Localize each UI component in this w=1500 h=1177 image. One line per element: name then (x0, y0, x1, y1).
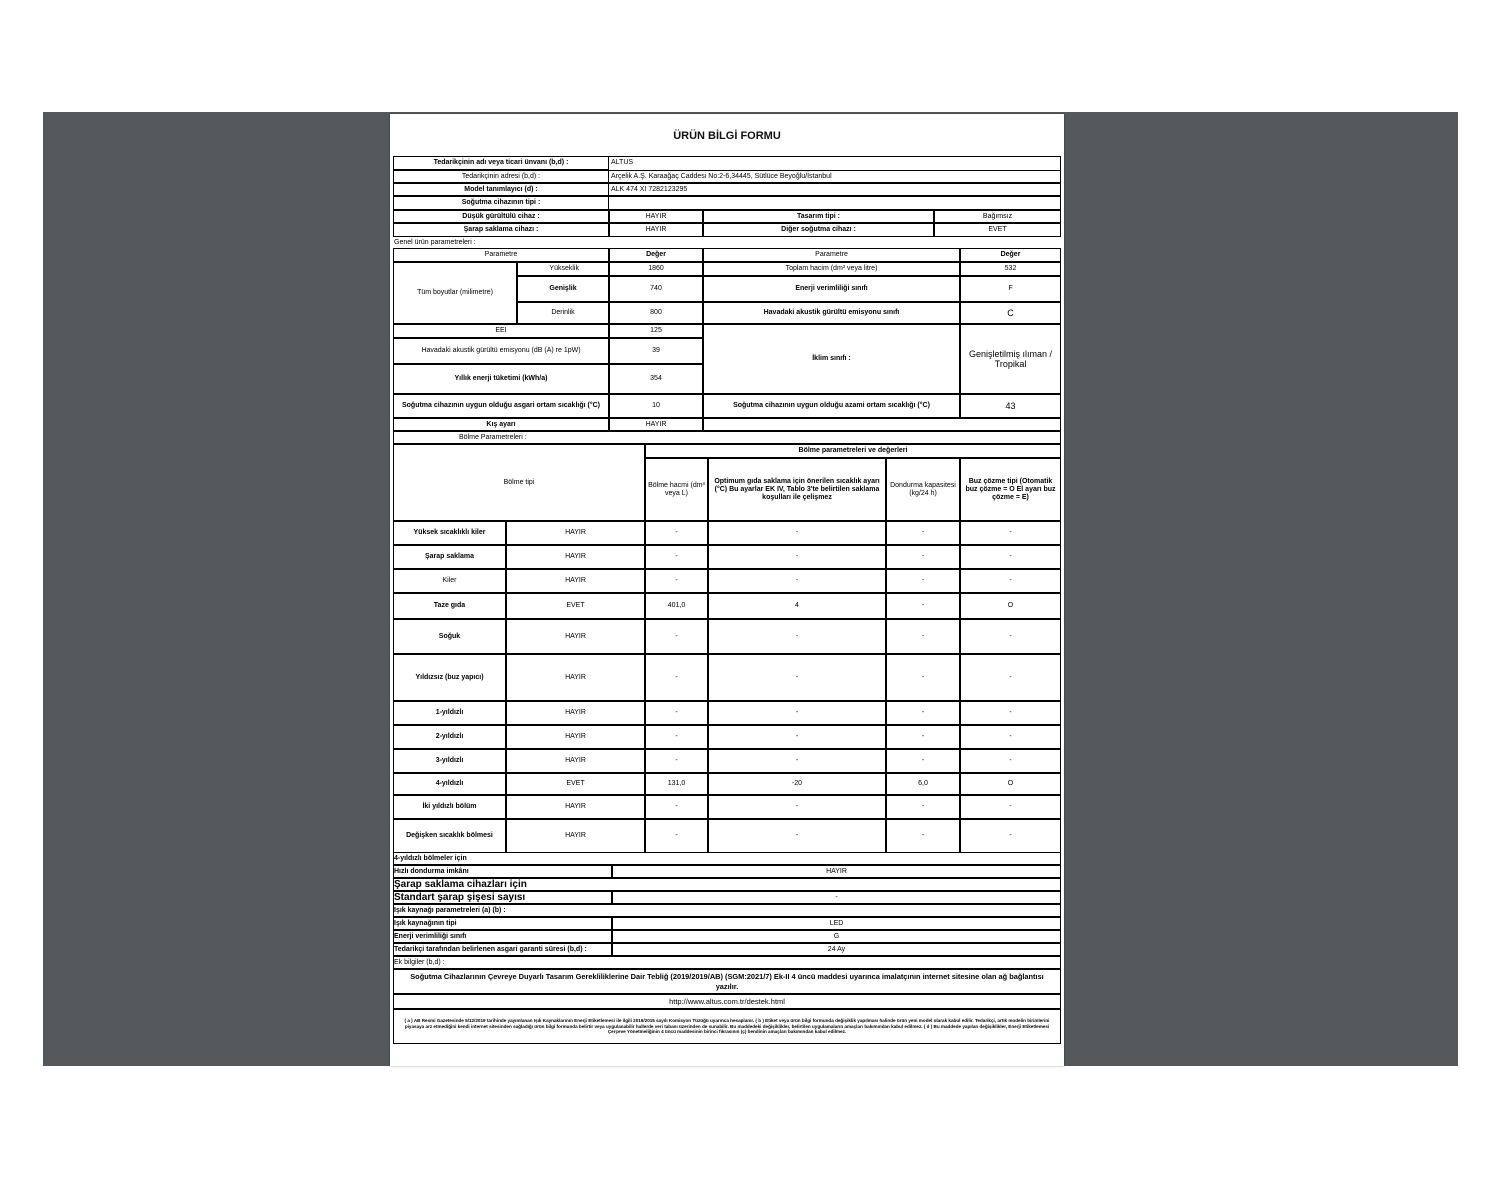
compartment-present: HAYIR (565, 577, 586, 584)
header-compartment-freeze: Dondurma kapasitesi (kg/24 h) (890, 481, 956, 497)
fast-freeze-value: HAYIR (826, 867, 847, 875)
compartment-temp: -20 (791, 780, 803, 787)
compartment-present: HAYIR (565, 709, 586, 716)
compartment-volume: - (675, 832, 678, 839)
compartment-name: Değişken sıcaklık bölmesi (406, 832, 493, 839)
header-compartment-type: Bölme tipi (503, 478, 535, 486)
compartment-temp: - (795, 529, 799, 536)
max-temp-value: 43 (1005, 401, 1016, 411)
compartment-freeze: - (921, 832, 925, 839)
model-value: ALK 474 XI 7282123295 (611, 185, 688, 193)
low-noise-value: HAYIR (645, 212, 667, 220)
climate-value: Genişletilmiş ılıman / Tropikal (968, 349, 1053, 369)
compartment-volume: - (675, 709, 678, 716)
light-section-label: Işık kaynağı parametreleri (a) (b) : (394, 906, 506, 914)
compartment-group-header: Bölme parametreleri ve değerleri (798, 447, 908, 454)
compartment-freeze: - (921, 577, 925, 584)
regulation-text: Soğutma Cihazlarının Çevreye Duyarlı Tasarım Gerekliliklerine Dair Tebliğ (2019/2019/AB) (SGM:2021/7) Ek-II 4 üncü maddesi uyarınca imalatçının internet sitesine olan ağ bağlantısı yazılır. (410, 971, 1044, 991)
eei-label: EEI (495, 327, 507, 334)
header-value-right: Değer (1000, 251, 1021, 258)
compartment-temp: - (795, 733, 799, 740)
extra-info-label: Ek bilgiler (b,d) : (394, 958, 445, 966)
compartment-name: Soğuk (438, 632, 461, 640)
compartment-volume: - (675, 757, 678, 764)
wine-section-label: Şarap saklama cihazları için (394, 878, 527, 890)
compartment-present: EVET (566, 780, 585, 787)
energy-class-value: F (1008, 285, 1013, 292)
winter-value: HAYIR (645, 420, 667, 428)
compartment-defrost: - (1009, 553, 1012, 560)
compartment-freeze: 6,0 (918, 780, 928, 787)
compartment-temp: - (795, 709, 799, 716)
compartment-freeze: - (921, 757, 925, 764)
compartment-present: HAYIR (565, 632, 586, 640)
annual-energy-label: Yıllık enerji tüketimi (kWh/a) (454, 375, 548, 382)
compartment-present: EVET (566, 602, 585, 609)
header-value-left: Değer (646, 251, 666, 258)
compartment-temp: - (795, 832, 799, 839)
winter-label: Kış ayarı (486, 420, 516, 428)
model-label: Model tanımlayıcı (d) : (464, 185, 538, 193)
annual-energy-value: 354 (650, 375, 662, 382)
supplier-name-label: Tedarikçinin adı veya ticari ünvanı (b,d) : (433, 159, 569, 166)
compartment-defrost: - (1009, 832, 1012, 839)
width-value: 740 (650, 285, 662, 292)
compartment-temp: 4 (795, 602, 799, 609)
compartment-defrost: - (1009, 803, 1012, 810)
eei-value: 125 (650, 327, 662, 334)
compartment-present: HAYIR (565, 803, 586, 810)
total-volume-value: 532 (1004, 265, 1017, 272)
compartment-name: 1-yıldızlı (435, 709, 464, 716)
total-volume-label: Toplam hacim (dm³ veya litre) (785, 265, 878, 272)
document-page (390, 114, 1064, 1066)
supplier-name-value: ALTUS (611, 159, 634, 166)
compartment-temp: - (795, 632, 799, 640)
low-noise-label: Düşük gürültülü cihaz : (462, 212, 540, 220)
compartment-freeze: - (921, 673, 925, 681)
compartment-present: HAYIR (565, 673, 586, 681)
depth-value: 800 (650, 309, 662, 316)
header-parameter-right: Parametre (815, 251, 848, 258)
compartment-name: Taze gıda (433, 602, 466, 609)
compartment-freeze: - (921, 553, 925, 560)
compartment-volume: 131,0 (667, 780, 686, 787)
compartment-defrost: - (1009, 577, 1012, 584)
wine-device-label: Şarap saklama cihazı : (463, 226, 539, 233)
general-params-label: Genel ürün parametreleri : (394, 238, 476, 246)
header-compartment-defrost: Buz çözme tipi (Otomatik buz çözme = O El ayarı buz çözme = E) (965, 477, 1056, 501)
compartment-name: 2-yıldızlı (435, 733, 464, 740)
noise-class-value: C (1007, 308, 1014, 318)
compartment-freeze: - (921, 709, 925, 716)
height-label: Yükseklik (549, 265, 579, 272)
compartment-temp: - (795, 577, 799, 584)
climate-label: İklim sınıfı : (812, 355, 851, 362)
device-type-value (609, 196, 1061, 210)
compartment-name: 4-yıldızlı (435, 780, 464, 787)
compartment-present: HAYIR (565, 529, 586, 536)
compartment-temp: - (795, 757, 799, 764)
compartment-present: HAYIR (565, 832, 586, 839)
compartment-defrost: O (1007, 780, 1014, 787)
width-label: Genişlik (549, 285, 577, 292)
compartment-present: HAYIR (565, 733, 586, 740)
noise-db-label: Havadaki akustik gürültü emisyonu (dB (A) re 1pW) (421, 347, 581, 354)
compartment-freeze: - (921, 529, 925, 536)
header-compartment-temp: Optimum gıda saklama için önerilen sıcaklık ayarı (°C) Bu ayarlar EK IV, Tablo 3'te belirtilen saklama koşulları ile çelişmez (714, 477, 880, 501)
other-device-label: Diğer soğutma cihazı : (781, 226, 856, 233)
light-type-label: Işık kaynağının tipi (394, 919, 457, 927)
design-type-label: Tasarım tipi : (796, 212, 841, 220)
compartment-temp: - (795, 553, 799, 560)
warranty-value: 24 Ay (827, 945, 846, 953)
compartment-defrost: - (1009, 529, 1012, 536)
wine-bottles-value: - (835, 893, 838, 901)
dimensions-label: Tüm boyutlar (milimetre) (417, 289, 493, 296)
device-type-label: Soğutma cihazının tipi : (461, 199, 541, 206)
supplier-address-value: Arçelik A.Ş. Karaağaç Caddesi No:2-6,34445, Sütlüce Beyoğlu/İstanbul (611, 172, 832, 180)
compartment-temp: - (795, 673, 799, 681)
compartment-name: Yıldızsız (buz yapıcı) (415, 673, 484, 681)
other-device-value: EVET (988, 226, 1007, 233)
compartment-volume: - (675, 553, 678, 560)
noise-class-label: Havadaki akustik gürültü emisyonu sınıfı (763, 309, 900, 316)
compartment-volume: - (675, 733, 678, 740)
header-parameter-left: Parametre (484, 251, 518, 258)
compartment-defrost: O (1007, 602, 1014, 609)
page-title: ÜRÜN BİLGİ FORMU (673, 130, 781, 142)
compartment-freeze: - (921, 632, 925, 640)
compartment-defrost: - (1009, 709, 1012, 716)
light-class-value: G (833, 932, 840, 940)
compartment-defrost: - (1009, 632, 1012, 640)
compartment-present: HAYIR (565, 757, 586, 764)
cell (703, 418, 1061, 431)
compartment-volume: - (675, 673, 678, 681)
depth-label: Derinlik (551, 309, 575, 316)
light-class-label: Enerji verimliliği sınıfı (394, 932, 467, 940)
wine-bottles-label: Standart şarap şişesi sayısı (394, 891, 526, 903)
compartment-defrost: - (1009, 757, 1012, 764)
compartment-name: İki yıldızlı bölüm (422, 803, 477, 810)
compartment-volume: - (675, 529, 678, 536)
compartment-volume: 401,0 (667, 602, 686, 609)
compartment-freeze: - (921, 803, 925, 810)
height-value: 1860 (648, 265, 664, 272)
compartment-name: 3-yıldızlı (435, 757, 464, 764)
header-compartment-volume: Bölme hacmi (dm³ veya L) (648, 481, 705, 497)
wine-device-value: HAYIR (645, 226, 667, 233)
four-star-section-label: 4-yıldızlı bölmeler için (394, 854, 467, 862)
compartment-temp: - (795, 803, 799, 810)
compartment-volume: - (675, 577, 678, 584)
compartment-section-label: Bölme Parametreleri : (459, 433, 527, 441)
compartment-freeze: - (921, 602, 925, 609)
warranty-label: Tedarikçi tarafından belirlenen asgari garanti süresi (b,d) : (394, 945, 587, 953)
compartment-present: HAYIR (565, 553, 586, 560)
max-temp-label: Soğutma cihazının uygun olduğu azami ortam sıcaklığı (°C) (733, 402, 930, 409)
design-type-value: Bağımsız (982, 212, 1013, 220)
compartment-name: Yüksek sıcaklıklı kiler (413, 529, 486, 536)
compartment-freeze: - (921, 733, 925, 740)
compartment-volume: - (675, 803, 678, 810)
footnote-text: ( a ) AB Resmi Gazetesinde 5/12/2019 tarihinde yayımlanan Işık Kaynaklarının Enerji Etiketlemesi ile ilgili 2019/2015 sayılı Komisyon Tüzüğü uyarınca hesaplanır. ( b ) Etiket veya ürün bilgi formunda değişiklik yapılması halinde ürün yeni model olarak kabul edilir. Tedarikçi, artık modelin birimlerini piyasaya arz etmediğini kendi internet sitesinden sağladığı ürün bilgi formunda belirtir veya uygulanabilir hallerde veri tabanı üzerinden de sunabilir. Bu maddedeki değişiklikler, belirtilen uygulamaların amaçları bakımından kabul edilmez. ( d ) Bu maddede yapılan değişiklikler, Enerji Etiketlemesi Çerçeve Yönetmeliğinin 4 üncü maddesinin birinci fıkrasının (ç) bendinin amaçları bakımından kabul edilmez. (404, 1018, 1050, 1035)
website-link[interactable]: http://www.altus.com.tr/destek.html (669, 996, 785, 1006)
min-temp-value: 10 (652, 402, 660, 409)
noise-db-value: 39 (652, 347, 660, 354)
min-temp-label: Soğutma cihazının uygun olduğu asgari ortam sıcaklığı (°C) (401, 402, 601, 409)
light-type-value: LED (829, 919, 844, 927)
compartment-defrost: - (1009, 733, 1012, 740)
energy-class-label: Enerji verimliliği sınıfı (795, 285, 868, 292)
compartment-name: Şarap saklama (424, 553, 475, 560)
compartment-name: Kiler (442, 577, 457, 584)
fast-freeze-label: Hızlı dondurma imkânı (394, 867, 469, 875)
compartment-defrost: - (1009, 673, 1012, 681)
compartment-volume: - (675, 632, 678, 640)
supplier-address-label: Tedarikçinin adresi (b,d) : (461, 172, 541, 180)
